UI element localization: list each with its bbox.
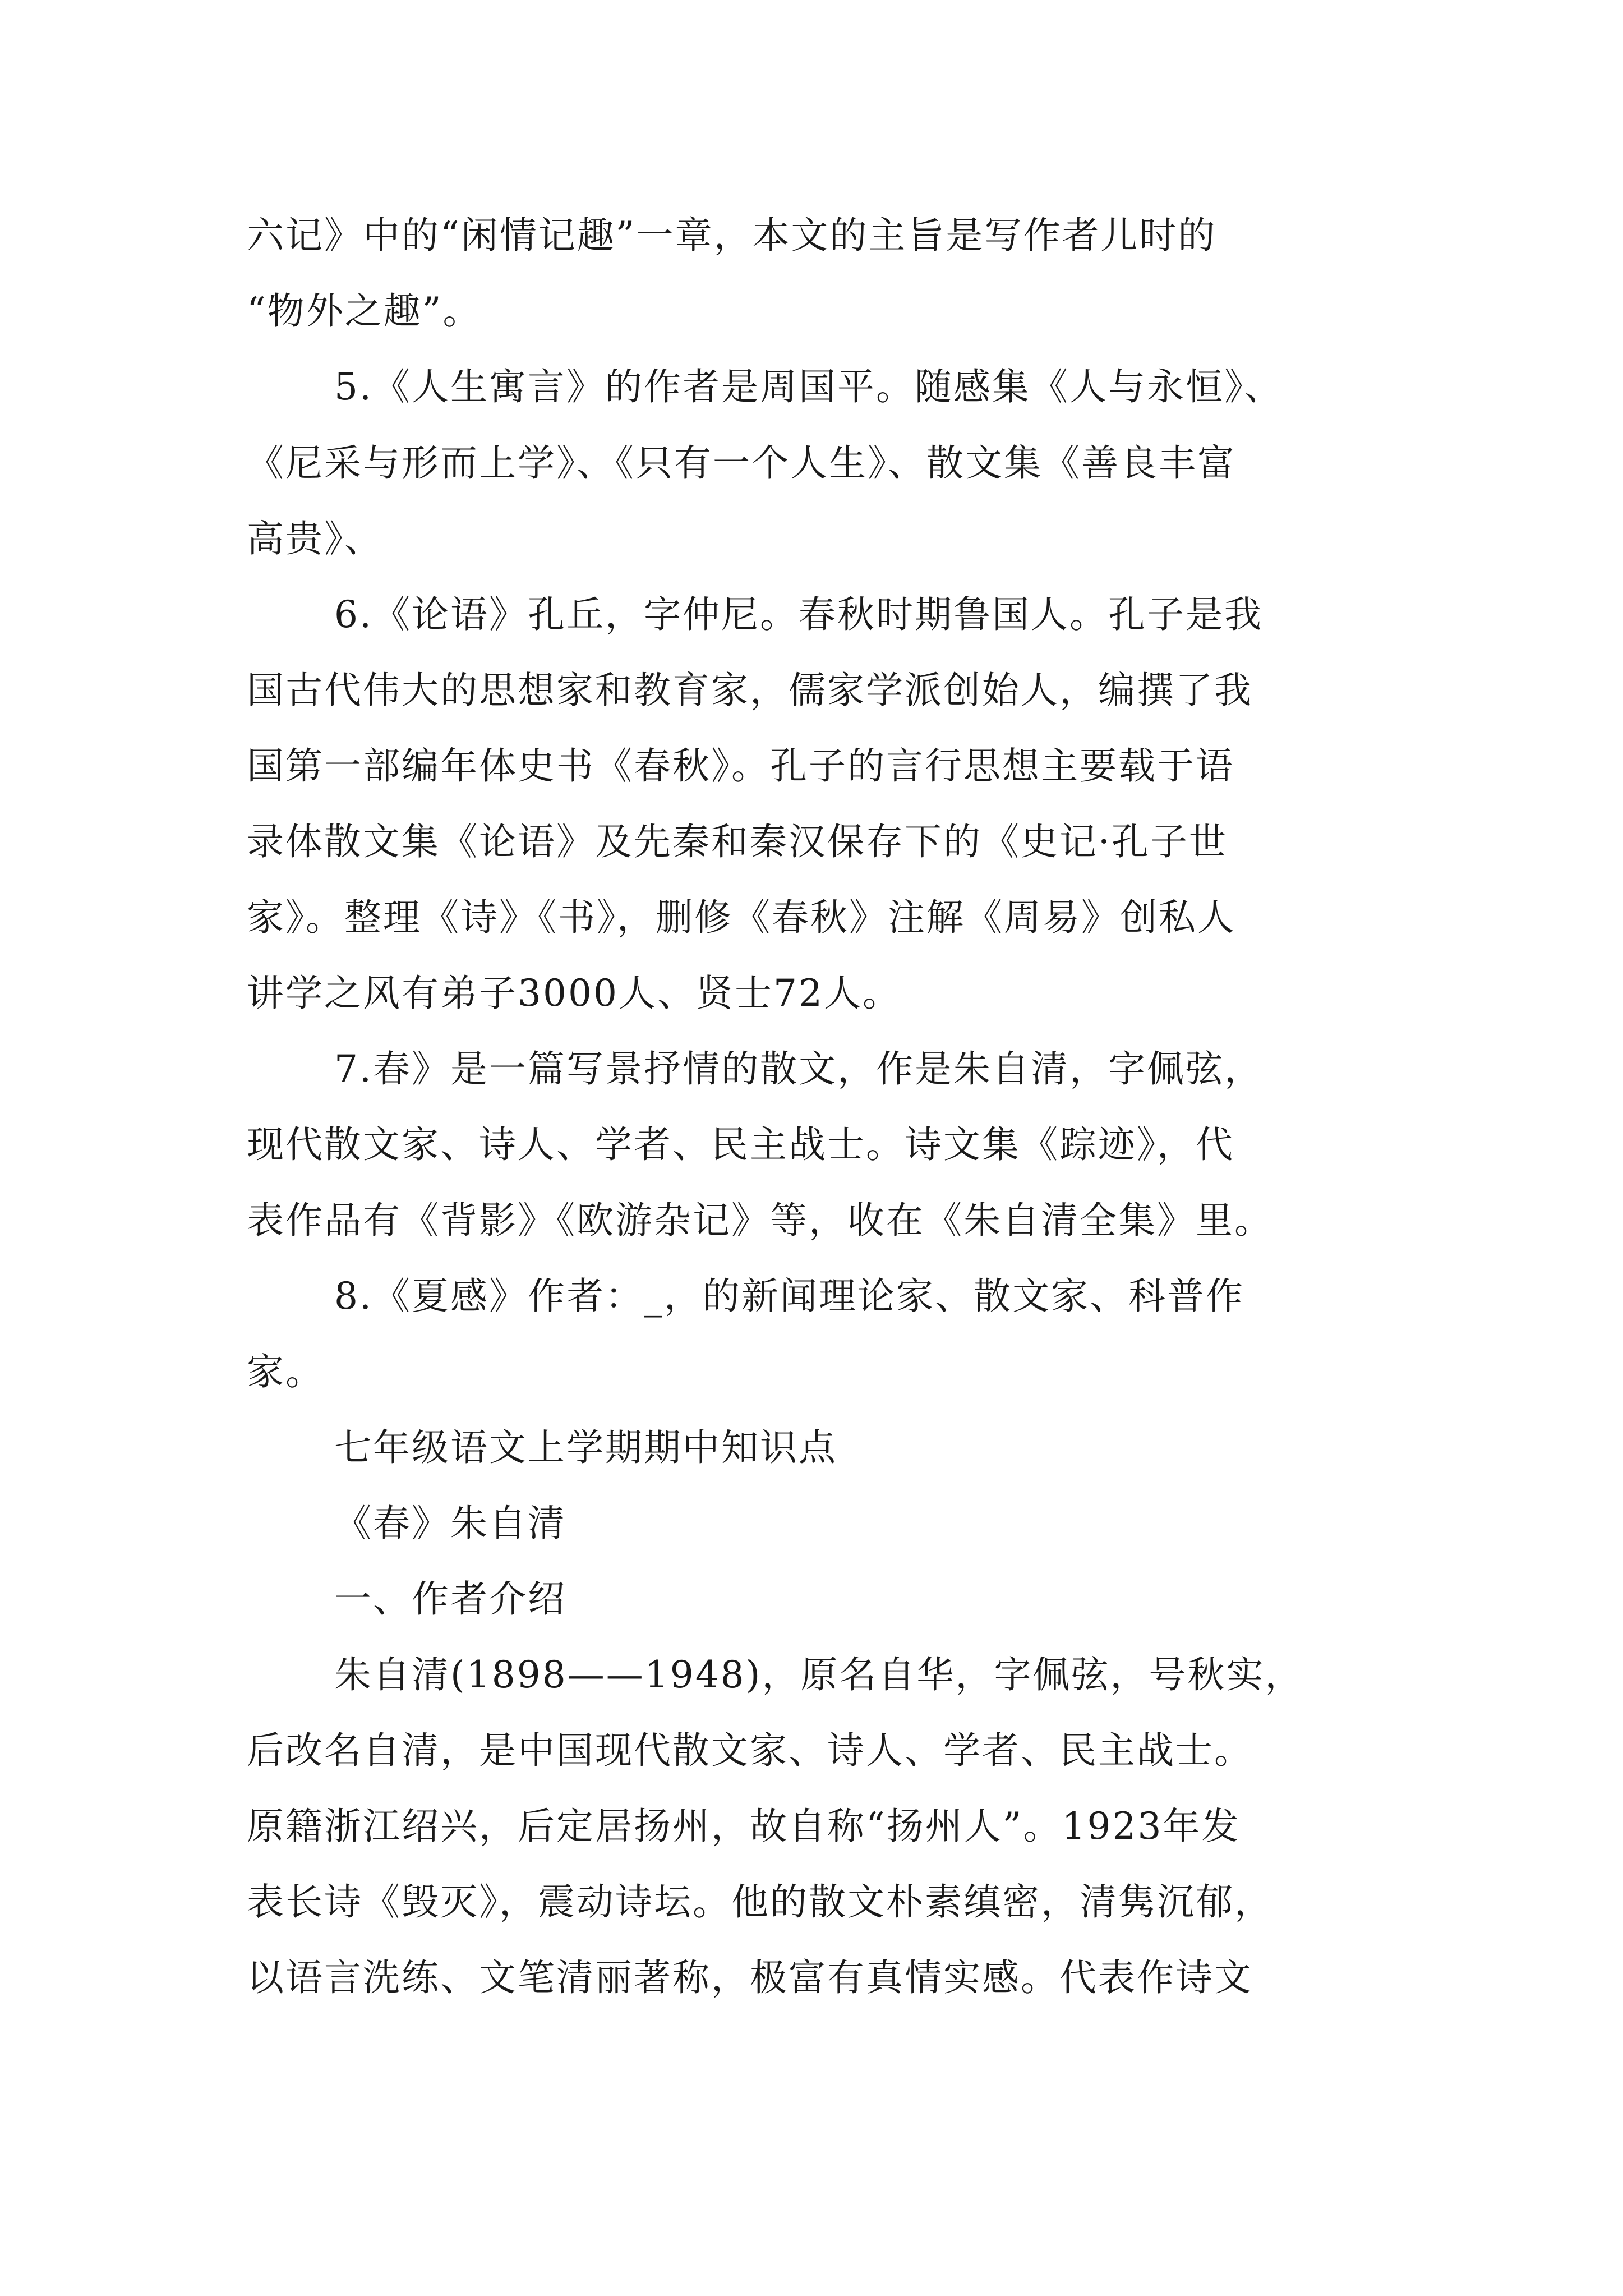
text-line: 7.春》是一篇写景抒情的散文，作是朱自清，字佩弦， (334, 1047, 1263, 1091)
text-line: 6.《论语》孔丘，字仲尼。春秋时期鲁国人。孔子是我 (334, 593, 1263, 636)
text-line: 5.《人生寓言》的作者是周国平。随感集《人与永恒》、 (334, 365, 1283, 408)
text-line: 现代散文家、诗人、学者、民主战士。诗文集《踪迹》，代 (247, 1123, 1234, 1166)
text-line: 朱自清(1898——1948)，原名自华，字佩弦，号秋实， (334, 1653, 1304, 1696)
text-line: 以语言洗练、文笔清丽著称，极富有真情实感。代表作诗文 (247, 1956, 1253, 1999)
text-line: 国古代伟大的思想家和教育家，儒家学派创始人，编撰了我 (247, 669, 1253, 712)
text-line: 高贵》、 (247, 517, 383, 560)
text-line: 家。 (247, 1350, 324, 1393)
text-line: 表作品有《背影》《欧游杂记》等，收在《朱自清全集》里。 (247, 1199, 1273, 1242)
text-line: 录体散文集《论语》及先秦和秦汉保存下的《史记·孔子世 (247, 820, 1228, 863)
text-line: 8.《夏感》作者：_，的新闻理论家、散文家、科普作 (334, 1274, 1244, 1318)
section-heading: 七年级语文上学期期中知识点 (334, 1426, 837, 1469)
text-line: 家》。整理《诗》《书》，删修《春秋》注解《周易》创私人 (247, 896, 1236, 939)
text-line: 后改名自清，是中国现代散文家、诗人、学者、民主战士。 (247, 1729, 1253, 1772)
text-line: 讲学之风有弟子3000人、贤士72人。 (247, 972, 901, 1015)
text-line: 表长诗《毁灭》，震动诗坛。他的散文朴素缜密，清隽沉郁， (247, 1880, 1273, 1924)
section-heading: 一、作者介绍 (334, 1577, 566, 1621)
text-line: 六记》中的“闲情记趣”一章，本文的主旨是写作者儿时的 (247, 214, 1217, 257)
text-line: “物外之趣”。 (247, 289, 482, 333)
section-heading: 《春》朱自清 (334, 1502, 566, 1545)
text-line: 国第一部编年体史书《春秋》。孔子的言行思想主要载于语 (247, 744, 1234, 788)
text-line: 《尼采与形而上学》、《只有一个人生》、散文集《善良丰富 (247, 441, 1236, 485)
text-line: 原籍浙江绍兴，后定居扬州，故自称“扬州人”。1923年发 (247, 1805, 1241, 1848)
